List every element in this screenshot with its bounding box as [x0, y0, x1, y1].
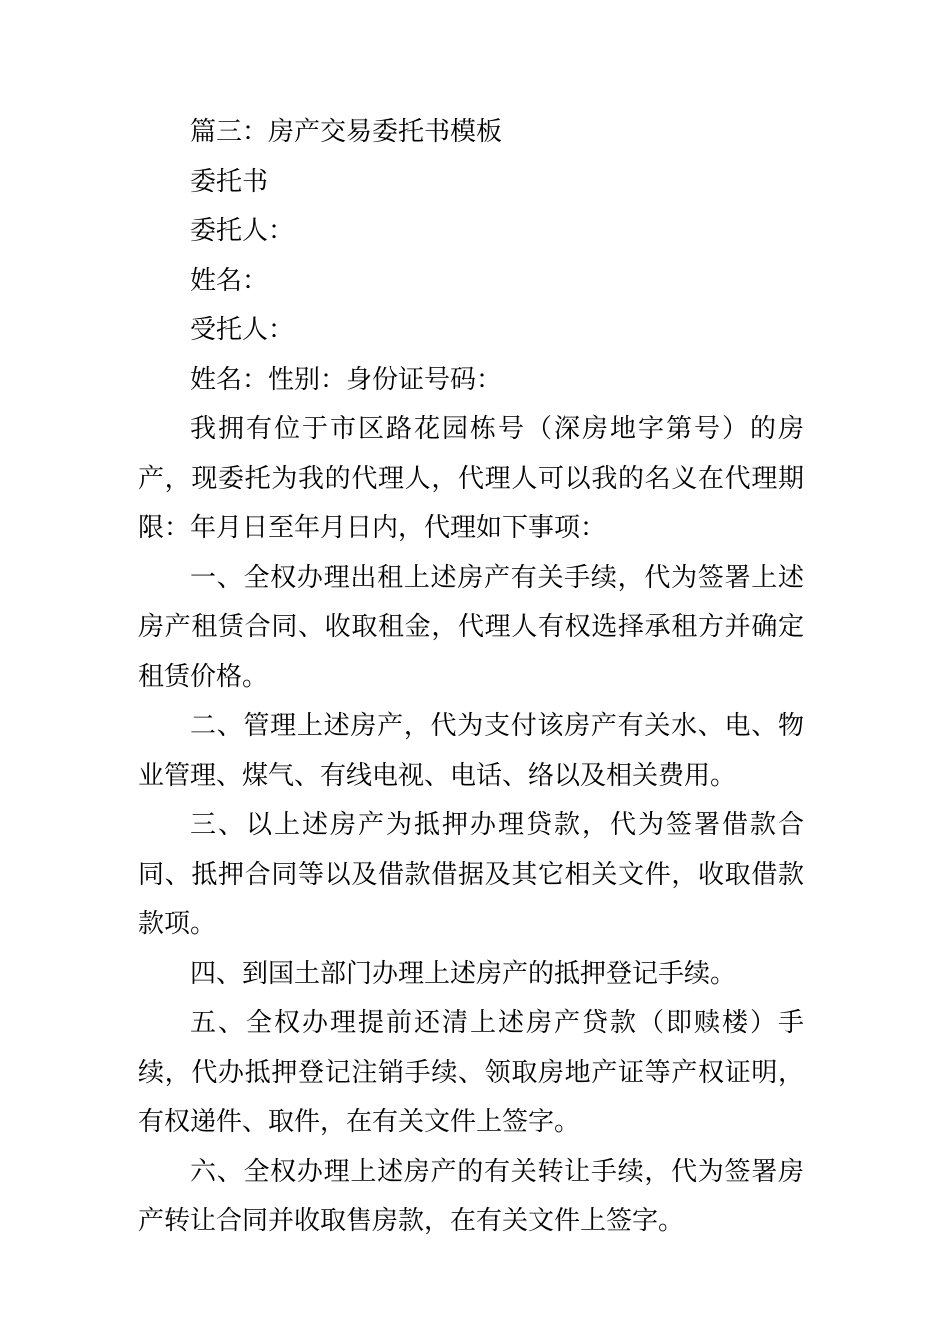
- principal-label: 委托人：: [190, 216, 295, 246]
- document-title: 委托书: [190, 166, 269, 197]
- principal-name-label: 姓名：: [190, 265, 269, 296]
- document-body: [138, 108, 804, 1247]
- item-paragraph: 六、全权办理上述房产的有关转让手续，代为签署房产转让合同并收取售房款，在有关文件上签字。: [138, 1156, 804, 1236]
- item-paragraph: 三、以上述房产为抵押办理贷款，代为签署借款合同、抵押合同等以及借款借据及其它相关文件，收取借款款项。: [138, 810, 804, 939]
- agent-label: 受托人：: [190, 315, 295, 345]
- item-paragraph: 一、全权办理出租上述房产有关手续，代为签署上述房产租赁合同、收取租金，代理人有权选择承租方并确定租赁价格。: [138, 562, 804, 692]
- agent-info-label: 姓名：性别：身份证号码：: [190, 364, 503, 395]
- item-paragraph: 四、到国土部门办理上述房产的抵押登记手续。: [190, 958, 737, 989]
- item-paragraph: 五、全权办理提前还清上述房产贷款（即赎楼）手续，代办抵押登记注销手续、领取房地产证等产权证明，有权递件、取件，在有关文件上签字。: [138, 1008, 804, 1137]
- item-paragraph: 二、管理上述房产，代为支付该房产有关水、电、物业管理、煤气、有线电视、电话、络以及相关费用。: [138, 711, 804, 791]
- intro-paragraph: 我拥有位于市区路花园栋号（深房地字第号）的房产，现委托为我的代理人，代理人可以我的名义在代理期限：年月日至年月日内，代理如下事项：: [138, 414, 804, 543]
- document-heading: 篇三：房产交易委托书模板: [190, 117, 503, 147]
